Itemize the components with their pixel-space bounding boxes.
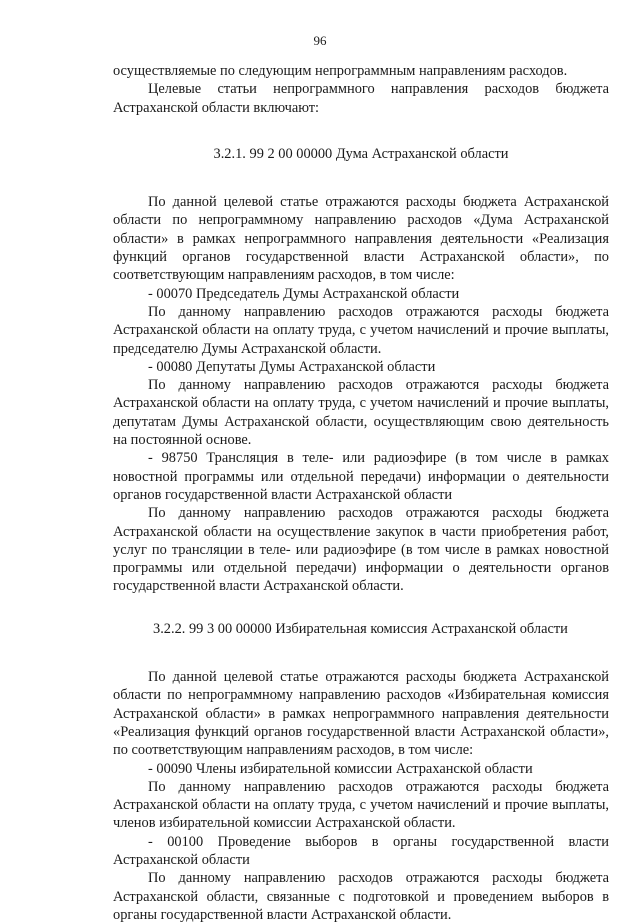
list-item: - 98750 Трансляция в теле- или радиоэфире (в том числе в рамках новостной программы или отдельной передачи) информации о деятельности органов государственной власти Астраханской области	[113, 450, 609, 503]
section-heading: 3.2.2. 99 3 00 00000 Избирательная комиссия Астраханской области	[153, 620, 568, 637]
paragraph: По данному направлению расходов отражаются расходы бюджета Астраханской области на оплату труда, с учетом начислений и прочие выплаты, председателю Думы Астраханской области.	[113, 303, 609, 357]
paragraph: По данной целевой статье отражаются расходы бюджета Астраханской области по непрограммному направлению расходов «Избирательная комиссия Астраханской области» в рамках непрограммного направления деятельности «Реализация функций органов государственной власти Астраханской области», по соответствующим направлениям расходов, в том числе:	[113, 669, 609, 759]
paragraph: По данному направлению расходов отражаются расходы бюджета Астраханской области на оплату труда, с учетом начислений и прочие выплаты, депутатам Думы Астраханской области, осуществляющим свою деятельность на постоянной основе.	[113, 377, 609, 449]
list-item: - 00090 Члены избирательной комиссии Астраханской области	[148, 760, 533, 777]
page-number: 96	[313, 33, 327, 48]
paragraph: осуществляемые по следующим непрограммным направлениям расходов.	[113, 63, 568, 79]
section-heading: 3.2.1. 99 2 00 00000 Дума Астраханской области	[213, 145, 509, 162]
list-item: - 00080 Депутаты Думы Астраханской области	[148, 358, 436, 375]
list-item: - 00070 Председатель Думы Астраханской области	[148, 285, 460, 302]
paragraph: Целевые статьи непрограммного направления расходов бюджета Астраханской области включают:	[113, 81, 609, 116]
paragraph: По данному направлению расходов отражаются расходы бюджета Астраханской области на оплату труда, с учетом начислений и прочие выплаты, членов избирательной комиссии Астраханской области.	[113, 778, 609, 832]
paragraph: По данному направлению расходов отражаются расходы бюджета Астраханской области, связанные с подготовкой и проведением выборов в органы государственной власти Астраханской области.	[113, 870, 609, 923]
document-body	[113, 62, 609, 924]
paragraph: По данному направлению расходов отражаются расходы бюджета Астраханской области на осуществление закупок в части приобретения работ, услуг по трансляции в теле- или радиоэфире (в том числе в рамках новостной программы или отдельной передачи) информации о деятельности органов государственной власти Астраханской области.	[113, 505, 609, 595]
paragraph: По данной целевой статье отражаются расходы бюджета Астраханской области по непрограммному направлению расходов «Дума Астраханской области» в рамках непрограммного направления деятельности «Реализация функций органов государственной власти Астраханской области», по соответствующим направлениям расходов, в том числе:	[113, 194, 609, 284]
list-item: - 00100 Проведение выборов в органы государственной власти Астраханской области	[113, 833, 609, 868]
